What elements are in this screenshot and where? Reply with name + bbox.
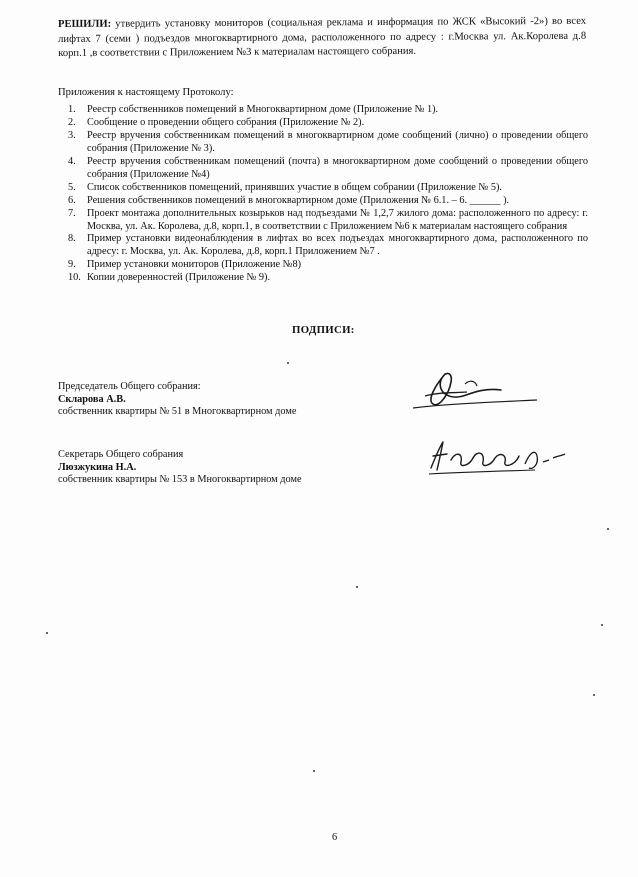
list-item xyxy=(68,156,588,181)
signatures-heading: ПОДПИСИ: xyxy=(292,324,355,336)
chair-owner: собственник квартиры № 51 в Многоквартирном доме xyxy=(58,406,297,418)
scan-speck xyxy=(601,624,603,626)
scan-speck xyxy=(607,528,609,530)
page-number: 6 xyxy=(332,832,338,843)
list-item-number: 4. xyxy=(68,155,76,167)
scan-speck xyxy=(46,632,48,634)
list-item xyxy=(68,272,588,285)
scan-speck xyxy=(356,586,358,588)
list-item-number: 6. xyxy=(68,194,76,206)
list-item xyxy=(68,117,588,130)
list-item-number: 1. xyxy=(68,104,76,115)
scan-speck xyxy=(593,694,595,696)
list-item-text: Реестр вручения собственникам помещений (почта) в многоквартирном доме сообщений о проведении общего собрания (Приложение №4) xyxy=(87,155,588,180)
list-item-number: 2. xyxy=(68,117,76,129)
appendix-intro: Приложения к настоящему Протоколу: xyxy=(58,87,234,98)
secretary-name: Люзжукина Н.А. xyxy=(58,461,137,473)
list-item xyxy=(68,208,588,233)
list-item-number: 3. xyxy=(68,130,76,142)
scan-speck xyxy=(287,362,289,364)
list-item-text: Проект монтажа дополнительных козырьков над подъездами № 1,2,7 жилого дома: расположенного по адресу: г. Москва, ул. Ак. Королева, д.8, корп.1, в соответствии с Приложением №6 к материалам настоящего собрания xyxy=(87,207,588,232)
secretary-owner: собственник квартиры № 153 в Многоквартирном доме xyxy=(58,474,302,486)
list-item xyxy=(68,104,588,117)
list-item-text: Сообщение о проведении общего собрания (Приложение № 2). xyxy=(87,117,365,129)
secretary-signature-block xyxy=(58,449,302,487)
chair-signature-block xyxy=(58,381,296,419)
chair-role: Председатель Общего собрания: xyxy=(58,381,201,392)
secretary-handwritten-signature xyxy=(425,438,570,478)
scan-speck xyxy=(313,770,315,772)
list-item-number: 9. xyxy=(68,259,76,271)
list-item-text: Пример установки мониторов (Приложение №8) xyxy=(87,259,302,271)
list-item-text: Реестр собственников помещений в Многоквартирном доме (Приложение № 1). xyxy=(87,104,439,115)
list-item xyxy=(68,233,588,258)
chair-name: Скларова А.В. xyxy=(58,393,126,405)
decision-lead: РЕШИЛИ: xyxy=(58,18,112,30)
list-item xyxy=(68,182,588,195)
chair-handwritten-signature xyxy=(405,366,545,414)
list-item xyxy=(68,259,588,272)
list-item-text: Реестр вручения собственникам помещений в многоквартирном доме сообщений (лично) о проведении общего собрания (Приложение № 3). xyxy=(87,130,588,154)
decision-paragraph xyxy=(58,15,586,62)
list-item xyxy=(68,130,588,155)
list-item-text: Решения собственников помещений в многоквартирном доме (Приложения № 6.1. – 6. ______ ). xyxy=(87,194,510,206)
list-item-number: 7. xyxy=(68,207,76,219)
list-item-text: Копии доверенностей (Приложение № 9). xyxy=(87,272,271,284)
secretary-role: Секретарь Общего собрания xyxy=(58,449,184,460)
decision-text: утвердить установку мониторов (социальная реклама и информация по ЖСК «Высокий -2») во всех лифтах 7 (семи ) подъездов многоквартирного дома, расположенного по адресу : г.Москва ул. Ак.Королева д.8 корп.1 ,в соответствии с Приложением №3 к материалам настоящего собрания. xyxy=(58,15,587,59)
list-item-number: 10. xyxy=(68,272,81,284)
list-item xyxy=(68,195,588,208)
appendix-list xyxy=(68,104,588,285)
list-item-text: Список собственников помещений, принявших участие в общем собрании (Приложение № 5). xyxy=(87,181,502,193)
list-item-number: 5. xyxy=(68,181,76,193)
list-item-text: Пример установки видеонаблюдения в лифтах во всех подъездах многоквартирного дома, расположенного по адресу: г. Москва, ул. Ак. Королева, д.8, корп.1 Приложением №7 . xyxy=(87,233,588,258)
list-item-number: 8. xyxy=(68,233,76,245)
